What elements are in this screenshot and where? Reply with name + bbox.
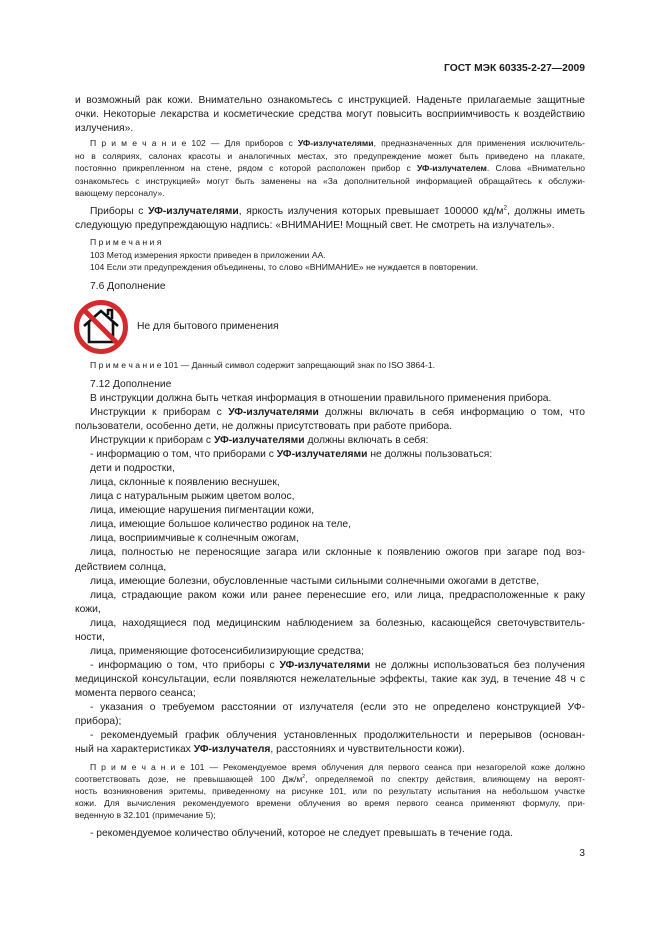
text-run: излучения». — [75, 123, 134, 134]
text-run: очки. Некоторые лекарства и косметические средства могут повысить восприимчивость к воздействию — [75, 109, 585, 120]
text-run: но в соляриях, салонах красоты и аналогичных местах, это предупреждение может быть приведено на плакате, — [75, 150, 585, 161]
note-101-dose-line — [75, 774, 585, 785]
text-run: лица, имеющие большое количество родинок на теле, — [90, 519, 351, 531]
superscript: 2 — [302, 773, 306, 780]
instruction-line — [90, 434, 585, 447]
text-run: . Слова «Внимательно — [486, 162, 585, 173]
text-run: момента первого сеанса; — [75, 687, 196, 699]
text-run: соответствовать дозе, не превышающей 100 Дж/м — [75, 773, 303, 784]
text-run: - рекомендуемое количество облучений, которое не следует превышать в течение года. — [90, 828, 513, 839]
instruction-line — [90, 392, 585, 405]
bold-term: УФ-излучателями — [148, 206, 239, 217]
page-number: 3 — [579, 848, 585, 859]
text-run: дети и подростки, — [90, 463, 175, 475]
no-household-use-icon — [73, 299, 129, 355]
list-item — [90, 701, 585, 714]
list-item-continuation — [75, 743, 585, 756]
text-run: следующую предупреждающую надпись: «ВНИМАНИЕ! Мощный свет. Не смотреть на излучатель». — [75, 220, 555, 231]
text-run: 103 Метод измерения яркости приведен в приложении АА. — [90, 249, 326, 260]
text-run: должны включать в себя: — [304, 435, 429, 447]
text-run: и возможный рак кожи. Внимательно ознакомьтесь с инструкцией. Наденьте прилагаемые защитные — [75, 95, 585, 106]
text-run: - информацию о том, что приборы с — [90, 659, 280, 671]
section-7-12-heading — [90, 378, 585, 391]
text-run: ознакомьтесь с инструкцией» могут быть заменены на «За дополнительной информацией обращайтесь к обслужи- — [75, 175, 585, 186]
text-run: не должны использоваться без получения — [370, 659, 585, 671]
text-run: - информацию о том, что приборами с — [90, 449, 277, 461]
list-item-continuation — [75, 631, 585, 644]
note-102-line — [75, 176, 585, 187]
list-item-continuation — [75, 603, 585, 616]
text-run: действием солнца, — [75, 561, 167, 573]
text-run: 7.6 Дополнение — [90, 281, 166, 292]
text-run: 104 Если эти предупреждения объединены, то слово «ВНИМАНИЕ» не нуждается в повторении. — [90, 261, 479, 272]
bold-term: УФ-излучателем — [416, 162, 487, 173]
list-item — [90, 617, 585, 630]
list-item-continuation — [75, 673, 585, 686]
text-run: лица с натуральным рыжим цветом волос, — [90, 491, 295, 503]
warning-paragraph-line — [90, 205, 585, 218]
text-run: П р и м е ч а н и е 101 — Данный символ содержит запрещающий знак по ISO 3864-1. — [90, 359, 436, 370]
text-run: лица, страдающие раком кожи или ранее перенесшие его, или лица, предрасположенные к раку — [90, 589, 585, 601]
text-run: , определяемой по спектру действия, влияющему на вероят- — [305, 773, 585, 784]
text-run: ности, — [75, 631, 105, 643]
text-run: прибора); — [75, 715, 122, 727]
text-run: П р и м е ч а н и я — [90, 236, 162, 247]
bold-term: УФ-излучателями — [228, 407, 319, 418]
note-101-dose-line — [75, 798, 585, 809]
text-run: ность возникновения эритемы, приведенному на рисунке 101, или по результату испытания на небольшом участке — [75, 785, 585, 796]
list-item — [90, 532, 585, 545]
text-run: , яркость излучения которых превышает 100000 кд/м — [238, 206, 504, 217]
bold-term: УФ-излучателями — [279, 659, 371, 671]
text-run: , предназначенных для применения исключитель- — [373, 137, 585, 148]
instruction-line — [90, 406, 585, 419]
bold-term: УФ-излучателями — [297, 137, 374, 148]
document-number-header: ГОСТ МЭК 60335-2-27—2009 — [444, 63, 585, 74]
text-run: В инструкции должна быть четкая информация в отношении правильного применения прибора. — [90, 393, 552, 404]
section-7-6-heading — [90, 280, 585, 293]
text-run: П р и м е ч а н и е 102 — Для приборов с — [90, 137, 298, 148]
list-item — [90, 659, 585, 672]
text-run: , расстояниях и чувствительности кожи). — [270, 744, 465, 755]
note-102-line — [75, 151, 585, 162]
list-item — [90, 490, 585, 503]
list-item-final — [90, 827, 585, 840]
list-item-continuation — [75, 561, 585, 574]
note-102-line — [90, 138, 585, 149]
list-item — [90, 462, 585, 475]
text-run: - указания о требуемом расстоянии от излучателя (если это не определено конструкцией УФ- — [90, 701, 585, 713]
text-run: медицинской консультации, если появляются нежелательные эффекты, такие как зуд, в течение 48 ч с — [75, 673, 585, 685]
warning-paragraph-line — [75, 219, 585, 232]
note-101-dose-line — [75, 810, 585, 821]
symbol-label: Не для бытового применения — [137, 321, 279, 332]
list-item — [90, 546, 585, 559]
instruction-line — [75, 420, 585, 433]
intro-line — [75, 108, 585, 121]
text-run: Инструкции к приборам с — [90, 435, 214, 447]
notes-heading — [90, 237, 585, 248]
text-run: лица, применяющие фотосенсибилизирующие средства; — [90, 645, 364, 657]
text-run: лица, находящиеся под медицинским наблюдением за болезнью, касающейся светочувствитель- — [90, 617, 585, 629]
list-item — [90, 645, 585, 658]
text-run: - рекомендуемый график облучения установленных продолжительности и перерывов (основан- — [90, 730, 585, 741]
list-item — [90, 504, 585, 517]
text-run: П р и м е ч а н и е 101 — Рекомендуемое время облучения для первого сеанса при незагорелой коже должно — [90, 761, 585, 772]
text-run: лица, восприимчивые к солнечным ожогам, — [90, 533, 299, 545]
list-item-continuation — [75, 715, 585, 728]
list-item — [90, 518, 585, 531]
list-item — [90, 448, 585, 461]
list-item — [90, 476, 585, 489]
text-run: ный на характеристиках — [75, 744, 194, 755]
list-item — [90, 589, 585, 602]
text-run: вающему персоналу». — [75, 187, 165, 198]
note-102-line — [75, 163, 585, 174]
text-run: лица, полностью не переносящие загара или склонные к появлению ожогов при загаре под воз- — [90, 547, 585, 559]
note-102-line — [75, 188, 585, 199]
note-101-dose-line — [90, 762, 585, 773]
text-run: кожи. Для вычисления рекомендуемого времени облучения во время первого сеанса применяют формулу, при- — [75, 797, 585, 808]
text-run: лица, имеющие болезни, обусловленные частыми сильными солнечными ожогами в детстве, — [90, 575, 540, 587]
text-run: постоянно прикрепленном на стене, рядом с которой расположен прибор с — [75, 162, 417, 173]
list-item — [90, 575, 585, 588]
symbol-note-101 — [90, 360, 585, 371]
text-run: 7.12 Дополнение — [90, 379, 172, 390]
text-run: лица, склонные к появлению веснушек, — [90, 477, 280, 489]
note-101-dose-line — [75, 786, 585, 797]
text-run: , должны иметь — [507, 206, 585, 217]
list-item — [90, 729, 585, 742]
note-104 — [90, 262, 585, 273]
superscript: 2 — [503, 205, 508, 212]
intro-line — [75, 122, 585, 135]
bold-term: УФ-излучателя — [193, 744, 271, 755]
intro-line — [75, 94, 585, 107]
text-run: должны включать в себя информацию о том, что — [318, 407, 585, 418]
text-run: кожи, — [75, 603, 101, 615]
text-run: Приборы с — [90, 206, 149, 217]
bold-term: УФ-излучателями — [213, 435, 305, 447]
text-run: не должны пользоваться: — [367, 449, 493, 461]
note-103 — [90, 250, 585, 261]
list-item-continuation — [75, 687, 585, 700]
text-run: веденную в 32.101 (примечание 5); — [75, 809, 216, 820]
text-run: Инструкции к приборам с — [90, 407, 229, 418]
bold-term: УФ-излучателями — [276, 449, 368, 461]
text-run: лица, имеющие нарушения пигментации кожи, — [90, 505, 315, 517]
text-run: пользователи, особенно дети, не должны присутствовать при работе прибора. — [75, 421, 453, 433]
